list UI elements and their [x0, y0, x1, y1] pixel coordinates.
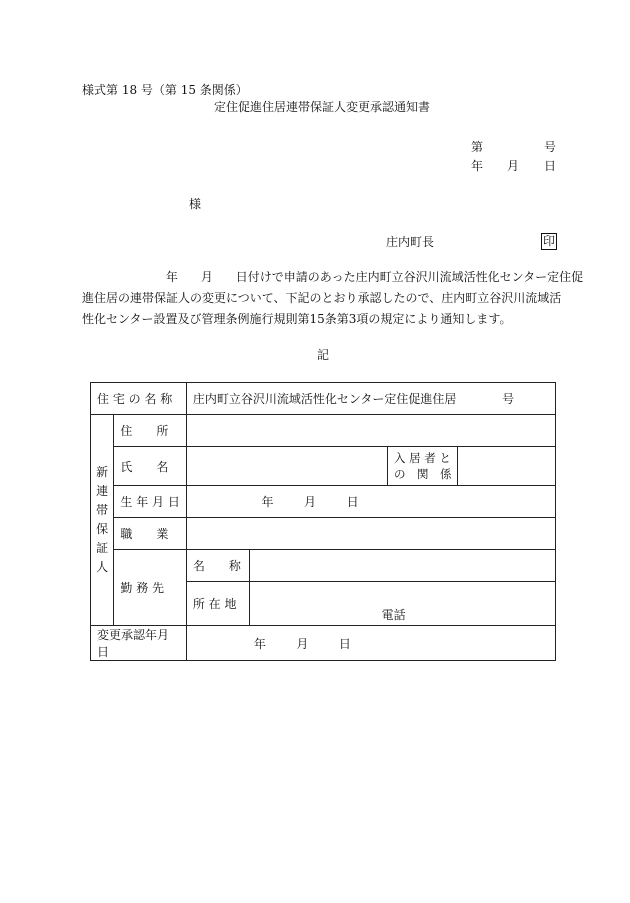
address-label-cell: 住 所	[114, 415, 186, 447]
birth-day: 日	[346, 495, 359, 509]
relation-label-cell: 入 居 者 と の 関 係	[387, 447, 458, 486]
body-line-1	[82, 267, 584, 288]
change-date-value-cell	[186, 626, 555, 661]
phone-label: 電話	[381, 608, 406, 622]
row-occupation	[91, 518, 556, 550]
issuer-title: 庄内町長	[386, 235, 435, 249]
guarantor-table	[90, 382, 556, 661]
birth-label-cell: 生 年 月 日	[114, 486, 186, 518]
doc-date-month: 月	[507, 159, 520, 173]
doc-number-dai: 第	[471, 140, 484, 154]
job-value-cell	[186, 518, 555, 550]
body-date-year: 年	[165, 270, 178, 284]
doc-date-year: 年	[471, 159, 484, 173]
work-address-value-cell	[249, 582, 555, 626]
housing-label-cell: 住 宅 の 名 称	[91, 383, 187, 415]
row-name	[91, 447, 556, 486]
new-guarantor-label: 新 連 帯 保 証 人	[91, 415, 114, 626]
body-line-2: 進住居の連帯保証人の変更について、下記のとおり承認したので、庄内町立谷沢川流域活	[82, 291, 562, 305]
work-name-label-cell: 名 称	[186, 550, 249, 582]
name-label-cell: 氏 名	[114, 447, 186, 486]
document-title: 定住促進住居連帯保証人変更承認通知書	[214, 100, 431, 114]
birth-month: 月	[304, 495, 317, 509]
row-housing	[91, 383, 556, 415]
work-name-value-cell	[249, 550, 555, 582]
body-line-1-text: 日付けで申請のあった庄内町立谷沢川流域活性化センター定住促	[235, 270, 584, 284]
work-address-label-cell: 所 在 地	[186, 582, 249, 626]
housing-value-cell	[186, 383, 555, 415]
notice-body	[82, 267, 584, 330]
birth-value-cell	[186, 486, 555, 518]
change-month: 月	[296, 636, 309, 651]
row-change-date	[91, 626, 556, 661]
ki-heading: 記	[317, 348, 330, 362]
change-date-label-cell: 変更承認年月日	[91, 626, 187, 661]
address-value-cell	[186, 415, 555, 447]
workplace-label-cell: 勤 務 先	[114, 550, 186, 626]
row-work-name	[91, 550, 556, 582]
form-number: 様式第 18 号（第 15 条関係）	[82, 83, 248, 97]
name-value-cell	[186, 447, 387, 486]
doc-date-day: 日	[544, 159, 557, 173]
row-address	[91, 415, 556, 447]
job-label-cell: 職 業	[114, 518, 186, 550]
change-year: 年	[253, 636, 266, 651]
body-date-month: 月	[200, 270, 213, 284]
body-line-3: 性化センター設置及び管理条例施行規則第15条第3項の規定により通知します。	[82, 312, 512, 326]
addressee-sama: 様	[189, 197, 202, 211]
seal-stamp: 印	[543, 234, 556, 248]
doc-number-go: 号	[544, 140, 557, 154]
housing-go: 号	[502, 392, 515, 406]
relation-value-cell	[458, 447, 556, 486]
row-birthdate	[91, 486, 556, 518]
housing-name: 庄内町立谷沢川流域活性化センター定住促進住居	[192, 392, 457, 406]
change-day: 日	[338, 636, 351, 651]
birth-year: 年	[261, 495, 274, 509]
